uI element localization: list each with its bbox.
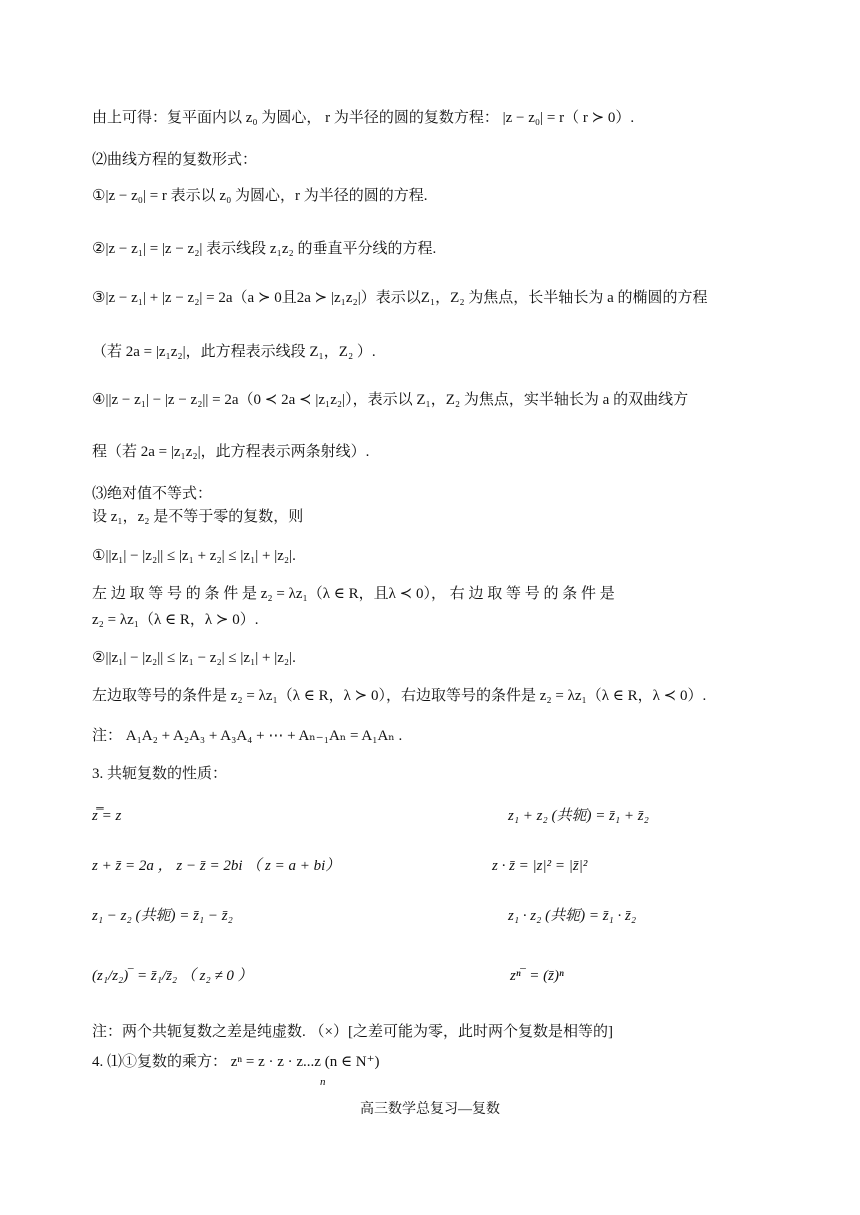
text-line: 4. ⑴①复数的乘方： zⁿ = z · z · z...z (n ∈ N⁺) [92, 1054, 380, 1070]
text-line: （若 2a = |z₁z₂|，此方程表示线段 Z₁，Z₂ ）. [92, 344, 376, 360]
conjugate-property: (z₁/z₂)‾ = z̄₁/z̄₂ （ z₂ ≠ 0 ） [92, 968, 253, 984]
text-line: ⑵曲线方程的复数形式： [92, 152, 258, 168]
text-line: z₂ = λz₁（λ ∈ R，λ ≻ 0）. [92, 612, 259, 628]
page-footer: 高三数学总复习—复数 [360, 1102, 500, 1117]
text-line: ②||z₁| − |z₂|| ≤ |z₁ − z₂| ≤ |z₁| + |z₂|. [92, 650, 296, 666]
conjugate-property: z̿ = z [92, 808, 122, 824]
conjugate-property: z + z̄ = 2a ， z − z̄ = 2bi （ z = a + bi） [92, 858, 341, 874]
text-line: 注： A₁A₂ + A₂A₃ + A₃A₄ + ⋯ + Aₙ₋₁Aₙ = A₁Aₙ . [92, 728, 403, 744]
text-line: 左 边 取 等 号 的 条 件 是 z₂ = λz₁（λ ∈ R，且λ ≺ 0）， 右 边 取 等 号 的 条 件 是 [92, 586, 615, 602]
text-line: 左边取等号的条件是 z₂ = λz₁（λ ∈ R，λ ≻ 0），右边取等号的条件是 z₂ = λz₁（λ ∈ R，λ ≺ 0）. [92, 688, 707, 704]
conjugate-property: z₁ · z₂ (共轭) = z̄₁ · z̄₂ [508, 908, 637, 924]
conjugate-property: z₁ − z₂ (共轭) = z̄₁ − z̄₂ [92, 908, 233, 924]
text-line: ⑶绝对值不等式： [92, 486, 213, 502]
text-line: ②|z − z₁| = |z − z₂| 表示线段 z₁z₂ 的垂直平分线的方程. [92, 241, 437, 257]
conjugate-property: zⁿ‾ = (z̄)ⁿ [510, 968, 564, 984]
note-line: 注：两个共轭复数之差是纯虚数. （×）[之差可能为零，此时两个复数是相等的] [92, 1024, 613, 1040]
text-line: ④||z − z₁| − |z − z₂|| = 2a（0 ≺ 2a ≺ |z₁z₂|），表示以 Z₁，Z₂ 为焦点，实半轴长为 a 的双曲线方 [92, 392, 689, 408]
text-line: 设 z₁，z₂ 是不等于零的复数，则 [92, 509, 304, 525]
text-line: ③|z − z₁| + |z − z₂| = 2a（a ≻ 0且2a ≻ |z₁z₂|）表示以Z₁，Z₂ 为焦点，长半轴长为 a 的椭圆的方程 [92, 290, 708, 306]
text-line: 程（若 2a = |z₁z₂|，此方程表示两条射线）. [92, 444, 370, 460]
text-line: 由上可得：复平面内以 z₀ 为圆心， r 为半径的圆的复数方程： |z − z₀| = r（ r ≻ 0）. [92, 110, 635, 126]
text-line: ①||z₁| − |z₂|| ≤ |z₁ + z₂| ≤ |z₁| + |z₂|. [92, 548, 296, 564]
conjugate-property: z · z̄ = |z|² = |z̄|² [492, 858, 588, 874]
section-heading: 3. 共轭复数的性质： [92, 766, 228, 782]
underbrace-label: n [320, 1076, 326, 1088]
text-line: ①|z − z₀| = r 表示以 z₀ 为圆心，r 为半径的圆的方程. [92, 188, 428, 204]
conjugate-property: z₁ + z₂ (共轭) = z̄₁ + z̄₂ [508, 808, 649, 824]
